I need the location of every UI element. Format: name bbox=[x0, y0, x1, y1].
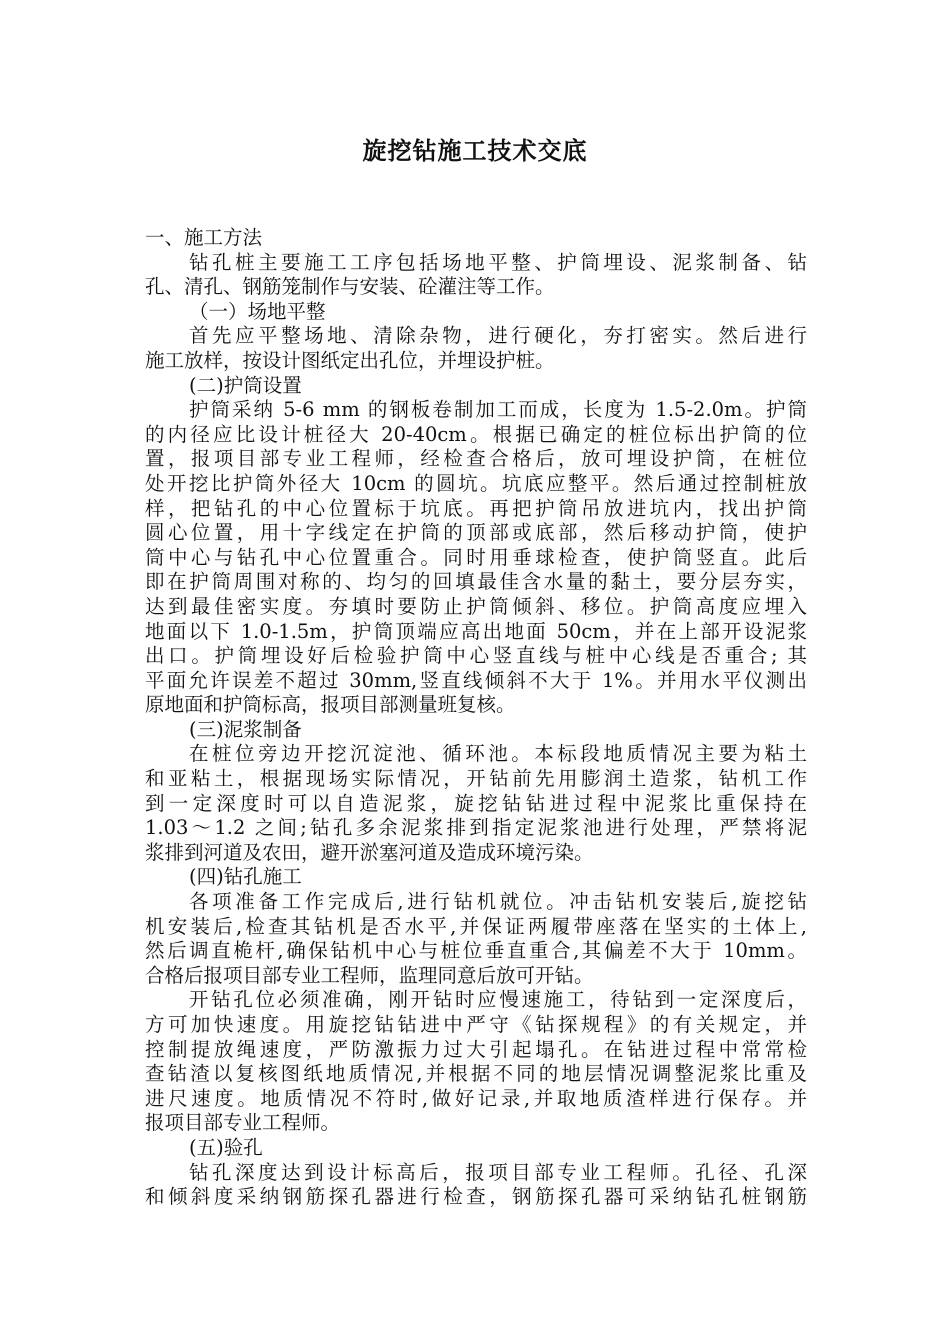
paragraph-line: 机安装后,检查其钻机是否水平,并保证两履带座落在坚实的土体上, bbox=[145, 914, 807, 938]
paragraph-line: 浆排到河道及农田，避开淤塞河道及造成环境污染。 bbox=[145, 840, 594, 864]
paragraph-line: 原地面和护筒标高，报项目部测量班复核。 bbox=[145, 693, 516, 717]
paragraph-line: (二)护筒设置 bbox=[189, 373, 302, 397]
paragraph-line: 开钻孔位必须准确，刚开钻时应慢速施工，待钻到一定深度后， bbox=[189, 988, 807, 1012]
paragraph-line: 各项准备工作完成后,进行钻机就位。冲击钻机安装后,旋挖钻 bbox=[189, 890, 807, 914]
paragraph-line: 地面以下 1.0-1.5m，护筒顶端应高出地面 50cm，并在上部开设泥浆 bbox=[145, 619, 807, 643]
paragraph-line: 合格后报项目部专业工程师，监理同意后放可开钻。 bbox=[145, 963, 594, 987]
paragraph-line: 和亚粘土，根据现场实际情况，开钻前先用膨润土造浆，钻机工作 bbox=[145, 767, 807, 791]
paragraph-line: 钻孔桩主要施工工序包括场地平整、护筒埋设、泥浆制备、钻 bbox=[189, 250, 807, 274]
paragraph-line: 进尺速度。地质情况不符时,做好记录,并取地质渣样进行保存。并 bbox=[145, 1086, 807, 1110]
paragraph-line: 平面允许误差不超过 30mm,竖直线倾斜不大于 1%。并用水平仪测出 bbox=[145, 668, 807, 692]
paragraph-line: 处开挖比护筒外径大 10cm 的圆坑。坑底应整平。然后通过控制桩放 bbox=[145, 471, 807, 495]
paragraph-line: 方可加快速度。用旋挖钻钻进中严守《钻探规程》的有关规定，并 bbox=[145, 1013, 807, 1036]
paragraph-line: 筒中心与钻孔中心位置重合。同时用垂球检查，使护筒竖直。此后 bbox=[145, 545, 807, 569]
paragraph-line: (四)钻孔施工 bbox=[189, 865, 302, 889]
paragraph-line: 孔、清孔、钢筋笼制作与安装、砼灌注等工作。 bbox=[145, 275, 555, 299]
paragraph-line: 施工放样，按设计图纸定出孔位，并埋设护桩。 bbox=[145, 348, 555, 372]
paragraph-line: 1.03～1.2 之间;钻孔多余泥浆排到指定泥浆池进行处理，严禁将泥 bbox=[145, 816, 807, 840]
paragraph-line: (三)泥浆制备 bbox=[189, 717, 302, 741]
paragraph-line: 然后调直桅杆,确保钻机中心与桩位垂直重合,其偏差不大于 10mm。 bbox=[145, 939, 807, 963]
paragraph-line: 钻孔深度达到设计标高后，报项目部专业工程师。孔径、孔深 bbox=[189, 1160, 807, 1184]
paragraph-line: 即在护筒周围对称的、均匀的回填最佳含水量的黏土，要分层夯实， bbox=[145, 570, 807, 594]
paragraph-line: 出口。护筒埋设好后检验护筒中心竖直线与桩中心线是否重合; 其 bbox=[145, 644, 807, 668]
paragraph-line: (五)验孔 bbox=[189, 1135, 263, 1159]
paragraph-line: 到一定深度时可以自造泥浆，旋挖钻钻进过程中泥浆比重保持在 bbox=[145, 791, 807, 815]
paragraph-line: 控制提放绳速度，严防激振力过大引起塌孔。在钻进过程中常常检 bbox=[145, 1037, 807, 1061]
paragraph-line: 圆心位置，用十字线定在护筒的顶部或底部，然后移动护筒，使护 bbox=[145, 521, 807, 545]
paragraph-line: 达到最佳密实度。夯填时要防止护筒倾斜、移位。护筒高度应埋入 bbox=[145, 594, 807, 618]
paragraph-line: 护筒采纳 5-6 mm 的钢板卷制加工而成，长度为 1.5-2.0m。护筒 bbox=[189, 398, 807, 422]
paragraph-line: 的内径应比设计桩径大 20-40cm。根据已确定的桩位标出护筒的位 bbox=[145, 422, 807, 446]
document-body bbox=[145, 226, 807, 1210]
paragraph-line: （一）场地平整 bbox=[189, 299, 326, 323]
paragraph-line: 报项目部专业工程师。 bbox=[145, 1111, 341, 1135]
paragraph-line: 一、施工方法 bbox=[145, 226, 263, 249]
paragraph-line: 样，把钻孔的中心位置标于坑底。再把护筒吊放进坑内，找出护筒 bbox=[145, 496, 807, 520]
paragraph-line: 和倾斜度采纳钢筋探孔器进行检查，钢筋探孔器可采纳钻孔桩钢筋 bbox=[145, 1185, 807, 1209]
paragraph-line: 在桩位旁边开挖沉淀池、循环池。本标段地质情况主要为粘土 bbox=[189, 742, 807, 766]
paragraph-line: 首先应平整场地、清除杂物，进行硬化，夯打密实。然后进行 bbox=[189, 324, 807, 348]
document-title: 旋挖钻施工技术交底 bbox=[362, 136, 588, 165]
paragraph-line: 查钻渣以复核图纸地质情况,并根据不同的地层情况调整泥浆比重及 bbox=[145, 1062, 807, 1086]
paragraph-line: 置，报项目部专业工程师，经检查合格后，放可埋设护筒，在桩位 bbox=[145, 447, 807, 471]
